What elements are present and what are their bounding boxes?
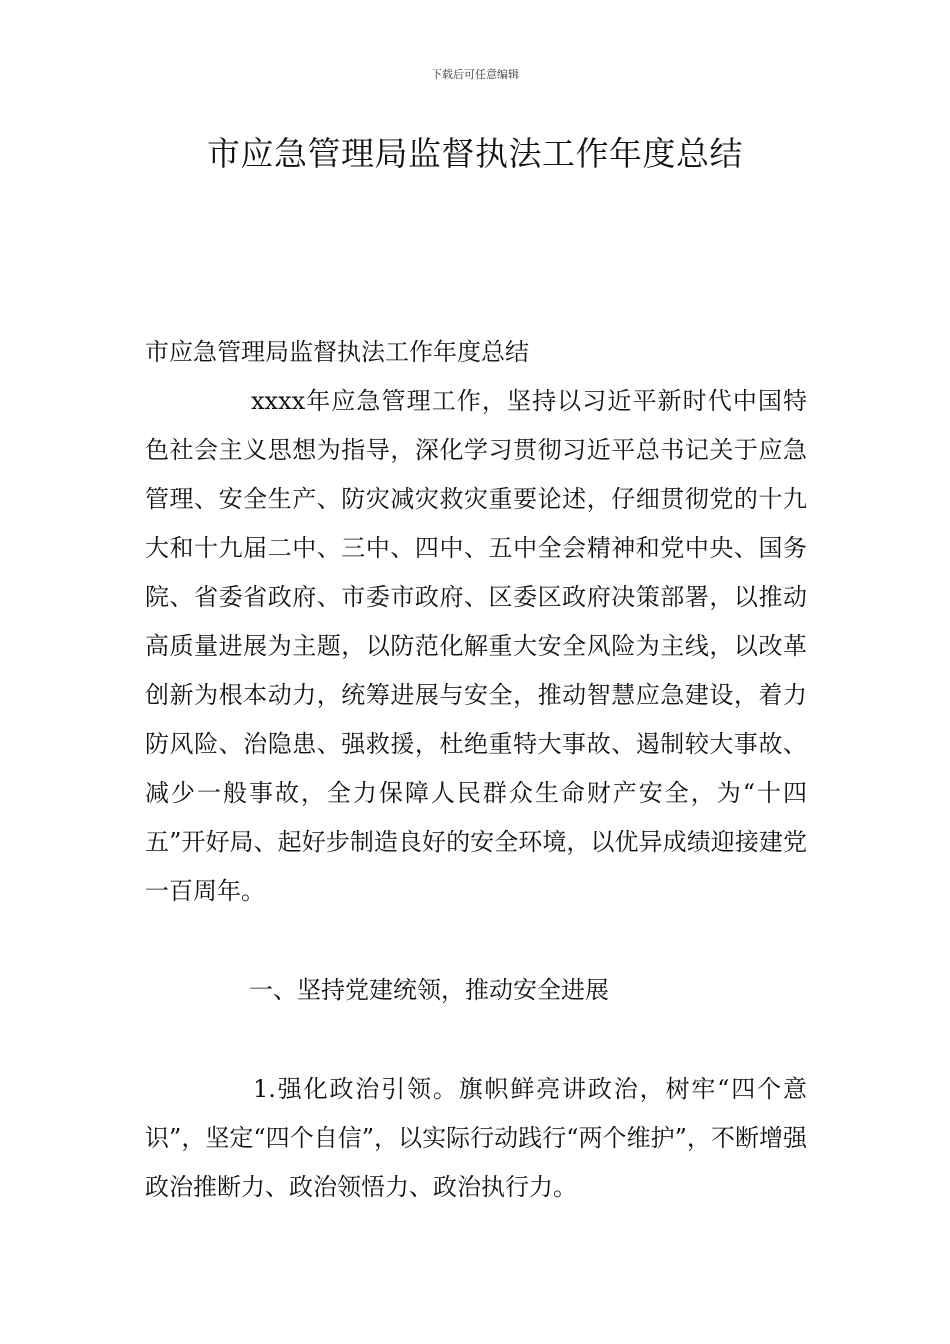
document-subtitle: 市应急管理局监督执法工作年度总结: [145, 338, 529, 366]
paragraph-1: 1.强化政治引领。旗帜鲜亮讲政治，树牢“四个意识”，坚定“四个自信”，以实际行动践行“两个维护”，不断增强政治推断力、政治领悟力、政治执行力。: [145, 1075, 807, 1201]
header-note: 下载后可任意编辑: [431, 68, 519, 81]
document-title: 市应急管理局监督执法工作年度总结: [207, 134, 743, 173]
intro-paragraph: xxxx年应急管理工作，坚持以习近平新时代中国特色社会主义思想为指导，深化学习贯彻习近平总书记关于应急管理、安全生产、防灾减灾救灾重要论述，仔细贯彻党的十九大和十九届二中、三中、四中、五中全会精神和党中央、国务院、省委省政府、市委市政府、区委区政府决策部署，以推动高质量进展为主题，以防范化解重大安全风险为主线，以改革创新为根本动力，统筹进展与安全，推动智慧应急建设，着力防风险、治隐患、强救援，杜绝重特大事故、遏制较大事故、减少一般事故，全力保障人民群众生命财产安全，为“十四五”开好局、起好步制造良好的安全环境，以优异成绩迎接建党一百周年。: [145, 387, 807, 905]
section-heading: 一、坚持党建统领，推动安全进展: [249, 976, 609, 1004]
document-body: [145, 328, 807, 1212]
